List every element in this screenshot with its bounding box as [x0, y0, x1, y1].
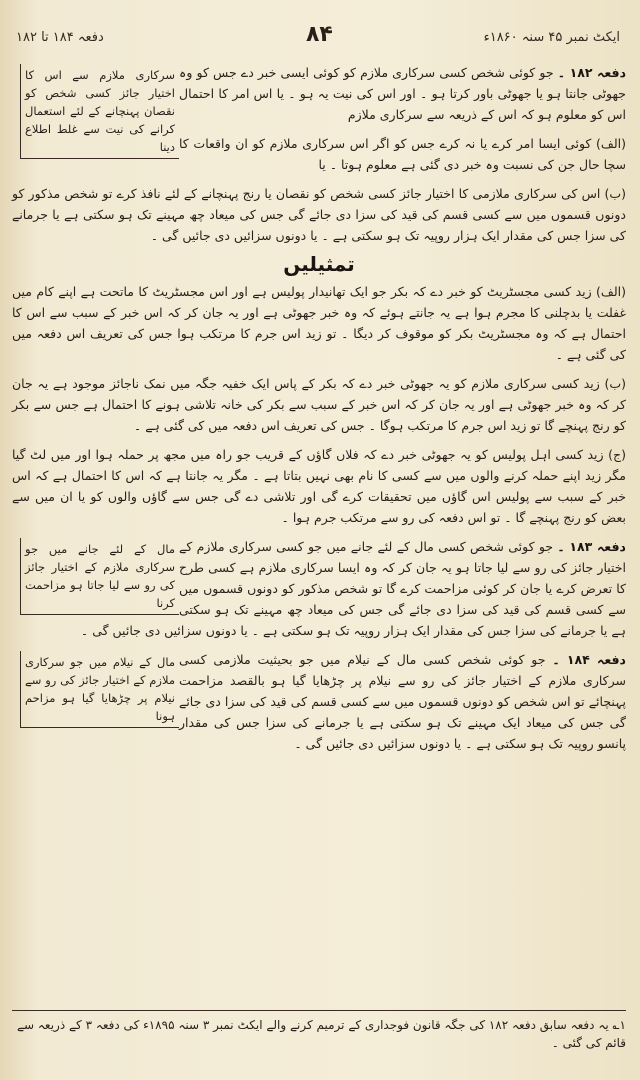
section-183 — [12, 536, 626, 641]
header-act-title: ایکٹ نمبر ۴۵ سنہ ۱۸۶۰ء — [483, 30, 620, 45]
section-184-text: جو کوئی شخص کسی مال کے نیلام میں جو بحیثیت ملازمی کسی سرکاری ملازم کے اختیار جائز کی رو سے نیلام پر چڑھایا گیا ہو بالقصد مزاحمت پہنچائے تو اس شخص کو دونوں قسموں میں سے کسی قسم کی قید کی سزا دی جائے گی جس کی میعاد ایک مہینے تک ہو سکتی ہے یا جرمانے کی سزا جس کی مقدار پانسو روپیہ تک ہو سکتی ہے ۔ یا دونوں سزائیں دی جائیں گی ۔ — [179, 652, 626, 751]
page-number: ۸۴ — [306, 22, 333, 47]
page-header — [16, 22, 620, 54]
section-184 — [12, 649, 626, 754]
section-184-sidenote: مال کے نیلام میں جو سرکاری ملازم کے اختیار جائز کی رو سے نیلام پر چڑھایا گیا ہو مزاحم ہونا — [20, 651, 179, 728]
section-184-title: دفعہ ۱۸۴ ۔ — [552, 652, 626, 667]
illustration-b: (ب) زید کسی سرکاری ملازم کو یہ جھوٹی خبر دے کہ بکر کے پاس ایک خفیہ جگہ میں نمک ناجائز موجود ہے یہ جان کر کہ وہ خبر جھوٹی ہے اور یہ جان کر کہ اس خبر کے سبب سے بکر کی خانہ تلاشی ہونے کا احتمال ہے جس سے بکر کو رنج پہنچے گا تو زید اس جرم کا مرتکب ہوگا ۔ جس کی تعریف اس دفعہ میں کی گئی ہے ۔ — [12, 376, 626, 433]
page-body — [12, 62, 626, 1010]
illustration-a: (الف) زید کسی مجسٹریٹ کو خبر دے کہ بکر جو ایک تھانیدار پولیس ہے اور اس مجسٹریٹ کا ماتحت ہے اپنے کام میں غفلت یا بدچلنی کا مجرم ہوا ہے یہ جانتے ہوئے کہ وہ خبر جھوٹی ہے اور یہ جان کر کہ اس خبر کے سبب سے اس کا احتمال ہے کہ وہ مجسٹریٹ بکر کو موقوف کر دیگا ۔ تو زید اس جرم کا مرتکب ہوا جس کی تعریف اس دفعہ میں کی گئی ہے ۔ — [12, 284, 626, 362]
section-183-text: جو کوئی شخص کسی مال کے لئے جانے میں جو کسی سرکاری ملازم کے اختیار جائز کی رو سے لیا جاتا ہو یہ جان کر کہ وہ ایسا سرکاری ملازم ہے کسی طرح کا تعرض کرے یا جان کر کوئی مزاحمت کرے گا تو شخص مذکور کو دونوں قسموں میں سے کسی قسم کی قید کی سزا دی جائے گی جس کی میعاد چھ مہینے تک ہو سکتی ہے یا جرمانے کی سزا جس کی مقدار ایک ہزار روپیہ تک ہو سکتی ہے ۔ یا دونوں سزائیں دی جائیں گی ۔ — [80, 539, 626, 638]
section-183-title: دفعہ ۱۸۳ ۔ — [557, 539, 626, 554]
header-section-range: دفعہ ۱۸۴ تا ۱۸۲ — [16, 30, 104, 45]
section-182-clause-b: (ب) اس کی سرکاری ملازمی کا اختیار جائز کسی شخص کو نقصان یا رنج پہنچانے کے لئے نافذ کرے تو شخص مذکور کو دونوں قسموں میں سے کسی قسم کی قید کی سزا دی جائے گی جس کی میعاد چھ مہینے تک ہو سکتی ہے یا جرمانے کی سزا جس کی مقدار ایک ہزار روپیہ تک ہو سکتی ہے ۔ یا دونوں سزائیں دی جائیں گی ۔ — [12, 186, 626, 243]
footnote-divider — [12, 1010, 626, 1011]
illustration-c: (ج) زید کسی اہل پولیس کو یہ جھوٹی خبر دے کہ فلاں گاؤں کے قریب جو راہ میں مجھ پر حملہ ہوا اور میں لٹ گیا مگر زید اپنے حملہ کرنے والوں میں سے کسی کا نام بھی نہیں بتاتا ہے ۔ مگر یہ جانتا ہے کہ اس کا احتمال ہے کہ اس خبر کے سبب سے پولیس اس گاؤں میں تحقیقات کرے گی اور تلاشی دے گی جس سے گاؤں والوں کو یا ان میں سے بعض کو رنج پہنچے گا ۔ تو اس دفعہ کی رو سے مرتکب جرم ہوا ۔ — [12, 447, 626, 525]
illustrations-heading: تمثیلیں — [283, 252, 355, 276]
section-182-title: دفعہ ۱۸۲ ۔ — [557, 65, 627, 80]
section-182-clause-a: (الف) کوئی ایسا امر کرے یا نہ کرے جس کو اگر اس سرکاری ملازم کو ان واقعات کا سچا حال جن کی نسبت وہ خبر دی گئی ہے معلوم ہوتا ۔ یا — [179, 136, 626, 172]
section-182-text: جو کوئی شخص کسی سرکاری ملازم کو کوئی ایسی خبر دے جس کو وہ جھوٹی جانتا ہو یا جھوٹی باور کرتا ہو ۔ اور اس کی نیت یہ ہو ۔ یا اس امر کا احتمال اس کو معلوم ہو کہ اس کے ذریعہ سے سرکاری ملازم — [179, 65, 626, 122]
section-182-sidenote: سرکاری ملازم سے اس کا اختیار جائز کسی شخص کو نقصان پہنچانے کے لئے استعمال کرانے کی نیت سے غلط اطلاع دینا — [20, 64, 179, 159]
footnote: ۱؎ یہ دفعہ سابق دفعہ ۱۸۲ کی جگہ قانون فوجداری کے ترمیم کرنے والے ایکٹ نمبر ۳ سنہ ۱۸۹۵ء کی دفعہ ۳ کے ذریعہ سے قائم کی گئی ۔ — [17, 1018, 626, 1050]
section-183-sidenote: مال کے لئے جانے میں جو سرکاری ملازم کے اختیار جائز کی رو سے لیا جاتا ہو مزاحمت کرنا — [20, 538, 179, 615]
